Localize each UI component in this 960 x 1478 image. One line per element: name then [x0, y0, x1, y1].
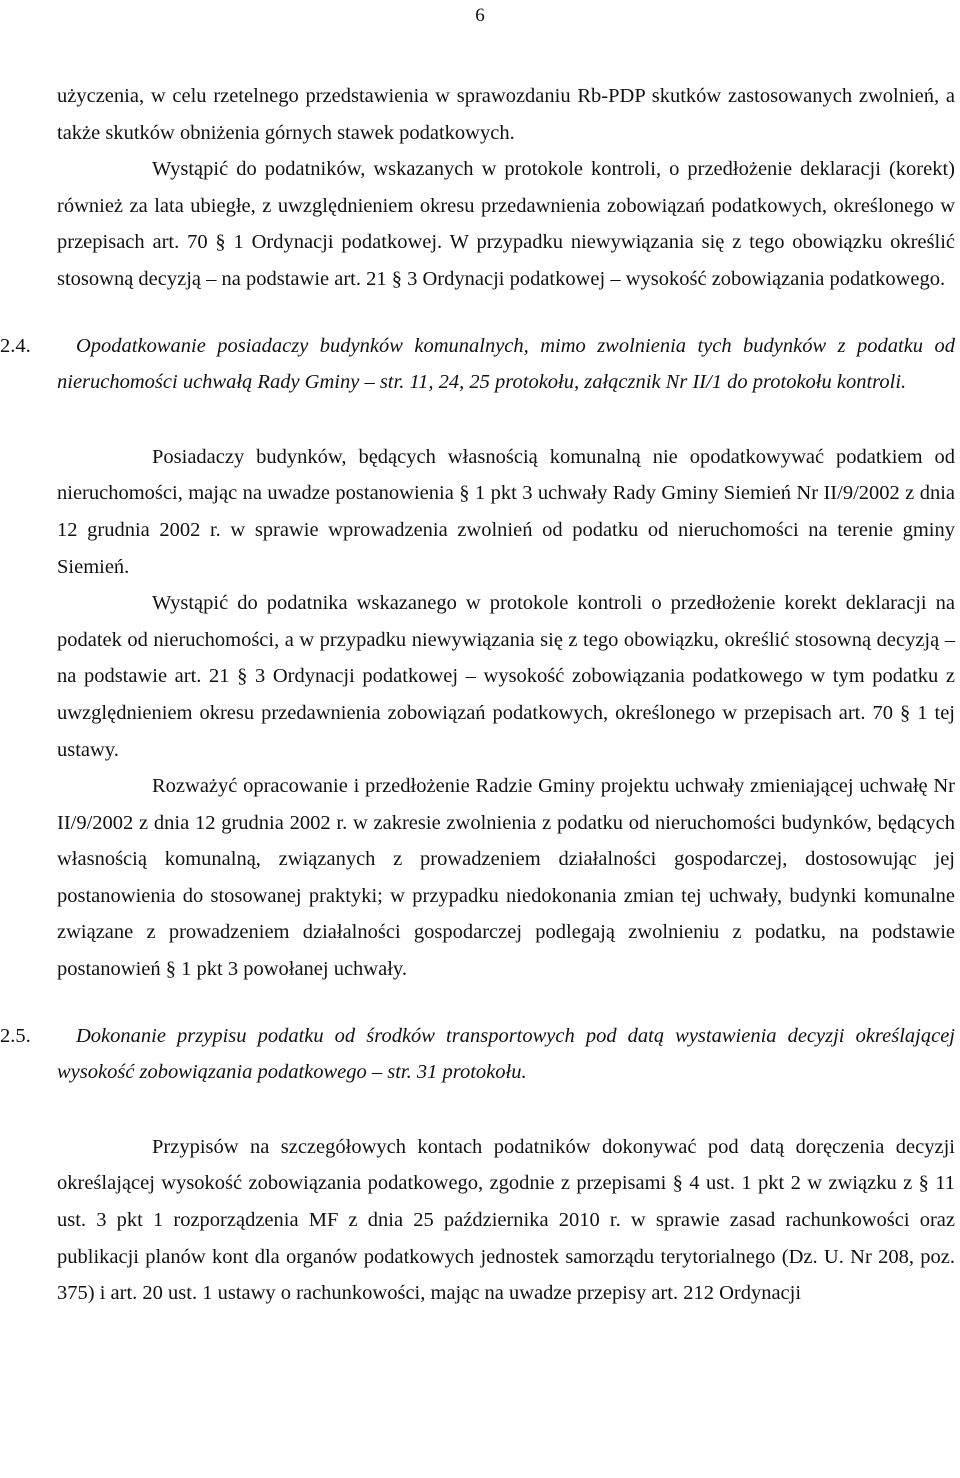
section-title: Opodatkowanie posiadaczy budynków komunalnych, mimo zwolnienia tych budynków z podatku od nieruchomości uchwałą Rady Gminy – str. 11, 24, 25 protokołu, załącznik Nr II/1 do protokołu kontroli. [57, 334, 955, 394]
section-number: 2.4. [0, 334, 31, 357]
paragraph-tax-entries: Przypisów na szczegółowych kontach podatników dokonywać pod datą doręczenia decyzji określającej wysokość zobowiązania podatkowego, zgodnie z przepisami § 4 ust. 1 pkt 2 w związku z § 11 ust. 3 pkt 1 rozporządzenia MF z dnia 25 października 2010 r. w sprawie zasad rachunkowości oraz publikacji planów kont dla organów podatkowych jednostek samorządu terytorialnego (Dz. U. Nr 208, poz. 375) i art. 20 ust. 1 ustawy o rachunkowości, mając na uwadze przepisy art. 212 Ordynacji [57, 1135, 955, 1305]
paragraph-resolution-amendment: Rozważyć opracowanie i przedłożenie Radzie Gminy projektu uchwały zmieniającej uchwałę Nr II/9/2002 z dnia 12 grudnia 2002 r. w zakresie zwolnienia z podatku od nieruchomości budynków, będących własnością komunalną, związanych z prowadzeniem działalności gospodarczej, dostosowując jej postanowienia do stosowanej praktyki; w przypadku niedokonania zmian tej uchwały, budynki komunalne związane z prowadzeniem działalności gospodarczej podlegają zwolnieniu z podatku, na podstawie postanowień § 1 pkt 3 powołanej uchwały. [57, 775, 955, 981]
paragraph-continuation: użyczenia, w celu rzetelnego przedstawienia w sprawozdaniu Rb-PDP skutków zastosowanych zwolnień, a także skutków obniżenia górnych stawek podatkowych. [57, 85, 955, 144]
document-body [0, 78, 955, 1312]
section-number: 2.5. [0, 1024, 31, 1047]
paragraph-correction-request: Wystąpić do podatnika wskazanego w protokole kontroli o przedłożenie korekt deklaracji na podatek od nieruchomości, a w przypadku niewywiązania się z tego obowiązku, określić stosowną decyzją – na podstawie art. 21 § 3 Ordynacji podatkowej – wysokość zobowiązania podatkowego w tym podatku z uwzględnieniem okresu przedawnienia zobowiązań podatkowych, określonego w przepisach art. 70 § 1 tej ustawy. [57, 592, 955, 761]
page-number: 6 [475, 5, 485, 26]
section-2-5 [0, 1018, 955, 1091]
paragraph-recommendation-declarations: Wystąpić do podatników, wskazanych w protokole kontroli, o przedłożenie deklaracji (korekt) również za lata ubiegłe, z uwzględnieniem okresu przedawnienia zobowiązań podatkowych, określonego w przepisach art. 70 § 1 Ordynacji podatkowej. W przypadku niewywiązania się z tego obowiązku określić stosowną decyzją – na podstawie art. 21 § 3 Ordynacji podatkowej – wysokość zobowiązania podatkowego. [57, 158, 955, 290]
section-2-4 [0, 328, 955, 401]
paragraph-municipal-buildings: Posiadaczy budynków, będących własnością komunalną nie opodatkowywać podatkiem od nieruchomości, mając na uwadze postanowienia § 1 pkt 3 uchwały Rady Gminy Siemień Nr II/9/2002 z dnia 12 grudnia 2002 r. w sprawie wprowadzenia zwolnień od podatku od nieruchomości na terenie gminy Siemień. [57, 445, 955, 578]
section-title: Dokonanie przypisu podatku od środków transportowych pod datą wystawienia decyzji określającej wysokość zobowiązania podatkowego – str. 31 protokołu. [57, 1024, 955, 1084]
